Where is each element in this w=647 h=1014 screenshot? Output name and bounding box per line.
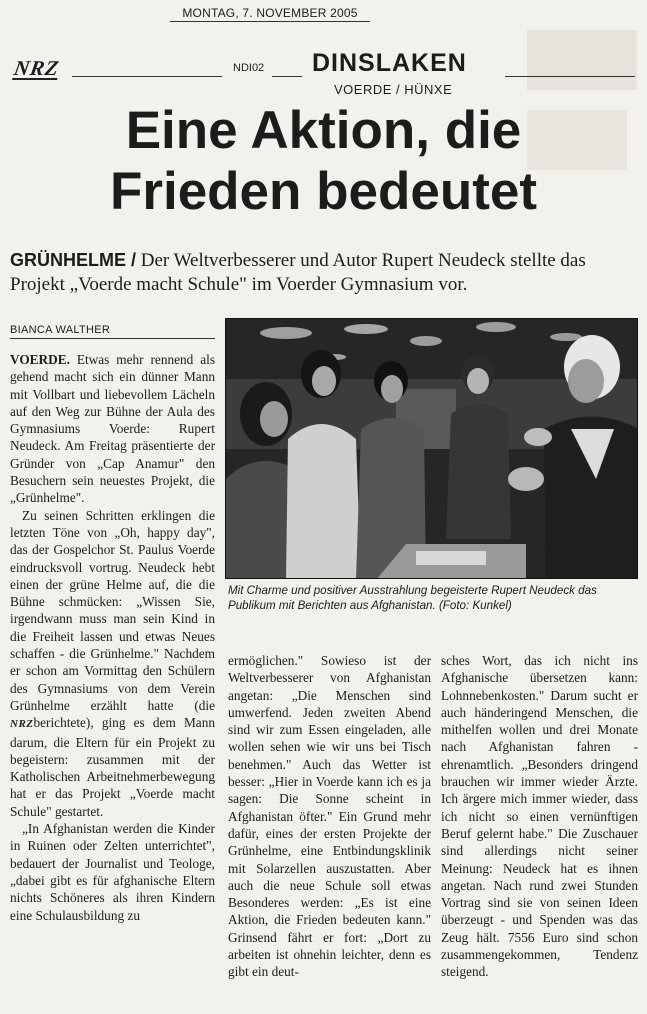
column-3-text: sches Wort, das ich nicht ins Afghanische übersetzen kann: Lohnnebenkosten." Darum sucht er auch händeringend Menschen, die mithelfen wollen und drei Monate nach Afghanistan fahren - ehrenamtlich. „Besonders dringend brauchen wir immer wieder Ärzte. Ich ärgere mich immer wieder, dass ich nicht so einen vernünftigen Beruf gelernt habe." Die Zuschauer sind allerdings nicht seiner Meinung: Neudeck hat es ihnen angetan. Nach rund zwei Stunden Vortrag sind sie von seinen Ideen überzeugt - und Spenden was das Zeug hält. 7556 Euro sind schon zusammengekommen, Tendenz steigend. <box>441 653 638 980</box>
subsection-title: VOERDE / HÜNXE <box>334 82 453 97</box>
article-column-2 <box>228 652 431 1007</box>
inline-newspaper-logo: NRZ <box>10 718 34 731</box>
newspaper-logo: NRZ <box>12 56 62 80</box>
headline-line-1: Eine Aktion, die <box>125 101 522 160</box>
paragraph-2 <box>10 507 215 820</box>
paragraph-1-text: Etwas mehr rennend als gehend macht sich ein dünner Mann mit Vollbart und liebevollem Lächeln auf den Weg zur Bühne der Aula des Gymnasiums Voerde: Rupert Neudeck. Am Freitag präsentierte der Gründer von „Cap Anamur" den Besuchern sein neuestes Projekt, die „Grünhelme". <box>10 352 215 506</box>
masthead-rule-left <box>72 76 222 77</box>
issue-date: MONTAG, 7. NOVEMBER 2005 <box>170 6 370 22</box>
paragraph-2-text-a: Zu seinen Schritten erklingen die letzten Töne von „Oh, happy day", das der Gospelchor St. Paulus Voerde eindrucksvoll vortrug. Neudeck hebt einen der grüne Helme auf, die die Bühne schmücken: „Wissen Sie, irgendwann muss man sein Kind in die Freiheit lassen und etwas Neues schaffen - die Grünhelme." Nachdem er schon am Vormittag den Schülern des Gymnasiums von dem Verein Grünhelme erzählt hatte (die <box>10 507 215 713</box>
headline <box>0 100 647 222</box>
byline: BIANCA WALTHER <box>10 324 215 339</box>
article-column-1 <box>10 351 215 1006</box>
paragraph-3: „In Afghanistan werden die Kinder in Ruinen oder Zelten unterrichtet", bedauert der Journalist und Teologe, „dabei gibt es für afghanische Eltern nichts Schöneres als ihren Kindern eine Schulausbildung zu <box>10 821 215 923</box>
photo-illustration <box>226 319 638 579</box>
section-title: DINSLAKEN <box>312 49 467 77</box>
edition-code: NDI02 <box>233 62 265 74</box>
photo-caption: Mit Charme und positiver Ausstrahlung begeisterte Rupert Neudeck das Publikum mit Berichten aus Afghanistan. (Foto: Kunkel) <box>228 584 597 612</box>
dateline: VOERDE. <box>10 352 70 367</box>
headline-line-2: Frieden bedeutet <box>109 162 537 221</box>
masthead-rule-mid <box>272 76 302 77</box>
paragraph-1 <box>10 351 215 507</box>
article-column-3 <box>441 652 638 1007</box>
masthead-rule-right <box>505 76 635 77</box>
paragraph-2-text-b: berichtete), ging es dem Mann darum, die Eltern für ein Projekt zu begeistern: zusammen mit der Katholischen Arbeitnehmerbewegung hat er das Projekt „Voerde macht Schule" gestartet. <box>10 715 215 819</box>
column-2-text: ermöglichen." Sowieso ist der Weltverbesserer von Afghanistan angetan: „Die Menschen sind umwerfend. Jeden zweiten Abend sind wir zum Essen eingeladen, alle wollen sehen wie wir uns bei Tisch benehmen." Auch das Wetter ist besser: „Hier in Voerde kann ich es ja sagen: Die Sonne scheint in Afghanistan öfter." Ein Grund mehr dafür, eines der ersten Projekte der Grünhelme, eine Entbindungsklinik mit Solarzellen auszustatten. Aber auch die neue Schule soll etwas Besonderes werden: „Es ist eine Aktion, die Frieden bedeuten kann." Grinsend fährt er fort: „Dort zu arbeiten ist ohnehin leichter, denn es gibt ein deut- <box>228 653 431 980</box>
lead-kicker: GRÜNHELME / <box>10 250 136 270</box>
article-photo <box>225 318 638 579</box>
lead-paragraph <box>10 248 635 297</box>
lead-text: Der Weltverbesserer und Autor Rupert Neudeck stellte das Projekt „Voerde macht Schule" im Voerder Gymnasium vor. <box>10 250 586 295</box>
